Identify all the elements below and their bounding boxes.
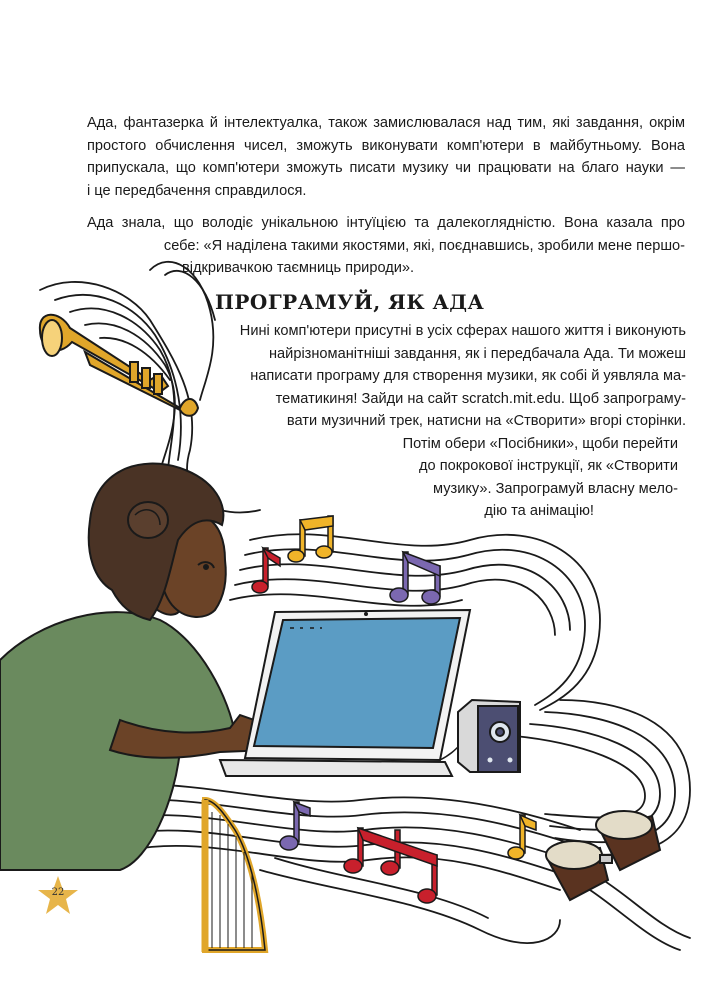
paragraph-program-like-ada <box>200 320 686 523</box>
music-notes-red-icon <box>344 828 437 903</box>
girl-illustration <box>0 464 306 870</box>
text-line: відкривачкою таємниць природи». <box>182 260 415 276</box>
text-line: простого обчислення чисел, зможуть виконувати комп'ютери в майбутньому. Вона <box>87 137 685 154</box>
text-line: Потім обери «Посібники», щоби перейти <box>402 435 678 452</box>
paragraph-ada-intuition <box>87 212 685 280</box>
text-line: вати музичний трек, натисни на «Створити» вгорі сторінки. <box>286 413 686 429</box>
music-note-red-icon <box>252 548 280 593</box>
text-line: до покрокової інструкції, як «Створити <box>419 458 678 474</box>
paragraph-ada-imagination <box>87 112 685 202</box>
laptop-illustration <box>220 610 470 776</box>
speaker-icon <box>458 700 520 772</box>
section-heading: ПРОГРАМУЙ, ЯК АДА <box>215 290 485 314</box>
text-line: і це передбачення справдилося. <box>87 182 307 199</box>
text-line: тематикиня! Зайди на сайт scratch.mit.edu. Щоб запрограму- <box>275 390 686 407</box>
text-line: найрізноманітніші завдання, як і передбачала Ада. Ти можеш <box>269 345 686 362</box>
music-notes-yellow-icon <box>288 516 333 562</box>
page-number: 22 <box>51 887 65 898</box>
text-line: написати програму для створення музики, як собі й уявляла ма- <box>250 368 686 384</box>
laptop-keyboard <box>220 760 452 776</box>
music-note-yellow-small-icon <box>508 815 536 859</box>
text-line: Ада, фантазерка й інтелектуалка, також замислювалася над тим, які завдання, окрім <box>87 115 685 131</box>
text-line: Нині комп'ютери присутні в усіх сферах нашого життя і виконують <box>239 323 686 339</box>
page-number-badge <box>36 874 80 916</box>
text-line: Ада знала, що володіє унікальною інтуїцією та далекоглядністю. Вона казала про <box>87 215 685 231</box>
music-note-purple-small-icon <box>280 802 310 850</box>
harp-icon <box>205 800 265 952</box>
text-line: музику». Запрограмуй власну мело- <box>433 480 678 497</box>
text-line: себе: «Я наділена такими якостями, які, поєднавшись, зробили мене першо- <box>163 237 685 254</box>
text-line: припускала, що комп'ютери зможуть писати музику чи працювати на благо науки — <box>87 160 685 176</box>
text-line: дію та анімацію! <box>484 503 594 519</box>
laptop-screen <box>254 618 460 748</box>
